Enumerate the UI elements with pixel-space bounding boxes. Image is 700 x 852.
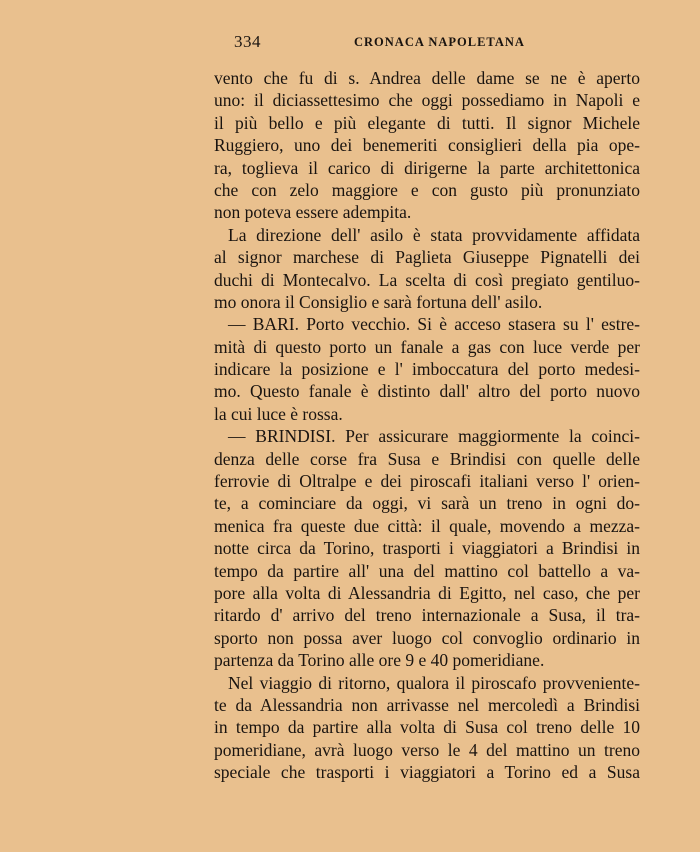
text-line: vento che fu di s. Andrea delle dame se ne è aperto <box>214 68 640 88</box>
running-title: CRONACA NAPOLETANA <box>354 35 525 49</box>
text-line: — BRINDISI. Per assicurare maggiormente la coinci- <box>228 426 640 447</box>
body-text <box>214 67 640 784</box>
text-line: in tempo da partire alla volta di Susa col treno delle 10 <box>214 717 640 738</box>
text-line: — BARI. Porto vecchio. Si è acceso stasera su l' estre- <box>228 314 640 335</box>
text-line: ritardo d' arrivo del treno internazionale a Susa, il tra- <box>214 605 640 626</box>
text-line: te, a cominciare da oggi, vi sarà un treno in ogni do- <box>214 493 640 514</box>
text-line: notte circa da Torino, trasporti i viaggiatori a Brindisi in <box>214 538 640 559</box>
text-line: il più bello e più elegante di tutti. Il signor Michele <box>214 112 640 133</box>
text-line: mità di questo porto un fanale a gas con luce verde per <box>214 336 640 357</box>
text-line: la cui luce è rossa. <box>214 403 343 424</box>
page-number: 334 <box>234 32 261 51</box>
text-line: mo. Questo fanale è distinto dall' altro del porto nuovo <box>214 381 640 402</box>
text-line: uno: il diciassettesimo che oggi possediamo in Napoli e <box>214 90 640 111</box>
text-line: denza delle corse fra Susa e Brindisi con quelle delle <box>214 448 640 469</box>
text-line: ra, toglieva il carico di dirigerne la parte architettonica <box>214 157 640 178</box>
text-line: te da Alessandria non arrivasse nel mercoledì a Brindisi <box>214 694 640 715</box>
text-line: ferrovie di Oltralpe e dei piroscafi italiani verso l' orien- <box>214 471 640 492</box>
text-line: che con zelo maggiore e con gusto più pronunziato <box>214 179 640 200</box>
text-line: pore alla volta di Alessandria di Egitto, nel caso, che per <box>214 582 640 603</box>
text-line: duchi di Montecalvo. La scelta di così pregiato gentiluo- <box>214 269 640 290</box>
text-line: Ruggiero, uno dei benemeriti consiglieri della pia ope- <box>214 135 640 156</box>
text-line: tempo da partire all' una del mattino col battello a va- <box>214 560 640 581</box>
text-line: speciale che trasporti i viaggiatori a Torino ed a Susa <box>214 762 640 783</box>
text-line: pomeridiane, avrà luogo verso le 4 del mattino un treno <box>214 739 640 760</box>
text-line: La direzione dell' asilo è stata provvidamente affidata <box>228 224 640 245</box>
text-line: partenza da Torino alle ore 9 e 40 pomeridiane. <box>214 650 545 671</box>
text-line: non poteva essere adempita. <box>214 202 412 223</box>
text-line: sporto non possa aver luogo col convoglio ordinario in <box>214 627 640 648</box>
text-line: Nel viaggio di ritorno, qualora il piroscafo provveniente- <box>228 672 640 693</box>
text-line: al signor marchese di Paglieta Giuseppe Pignatelli dei <box>214 247 640 268</box>
text-line: indicare la posizione e l' imboccatura del porto medesi- <box>214 359 640 380</box>
text-line: mo onora il Consiglio e sarà fortuna dell' asilo. <box>214 291 543 312</box>
text-line: menica fra queste due città: il quale, movendo a mezza- <box>214 515 640 536</box>
page-header <box>214 32 640 56</box>
